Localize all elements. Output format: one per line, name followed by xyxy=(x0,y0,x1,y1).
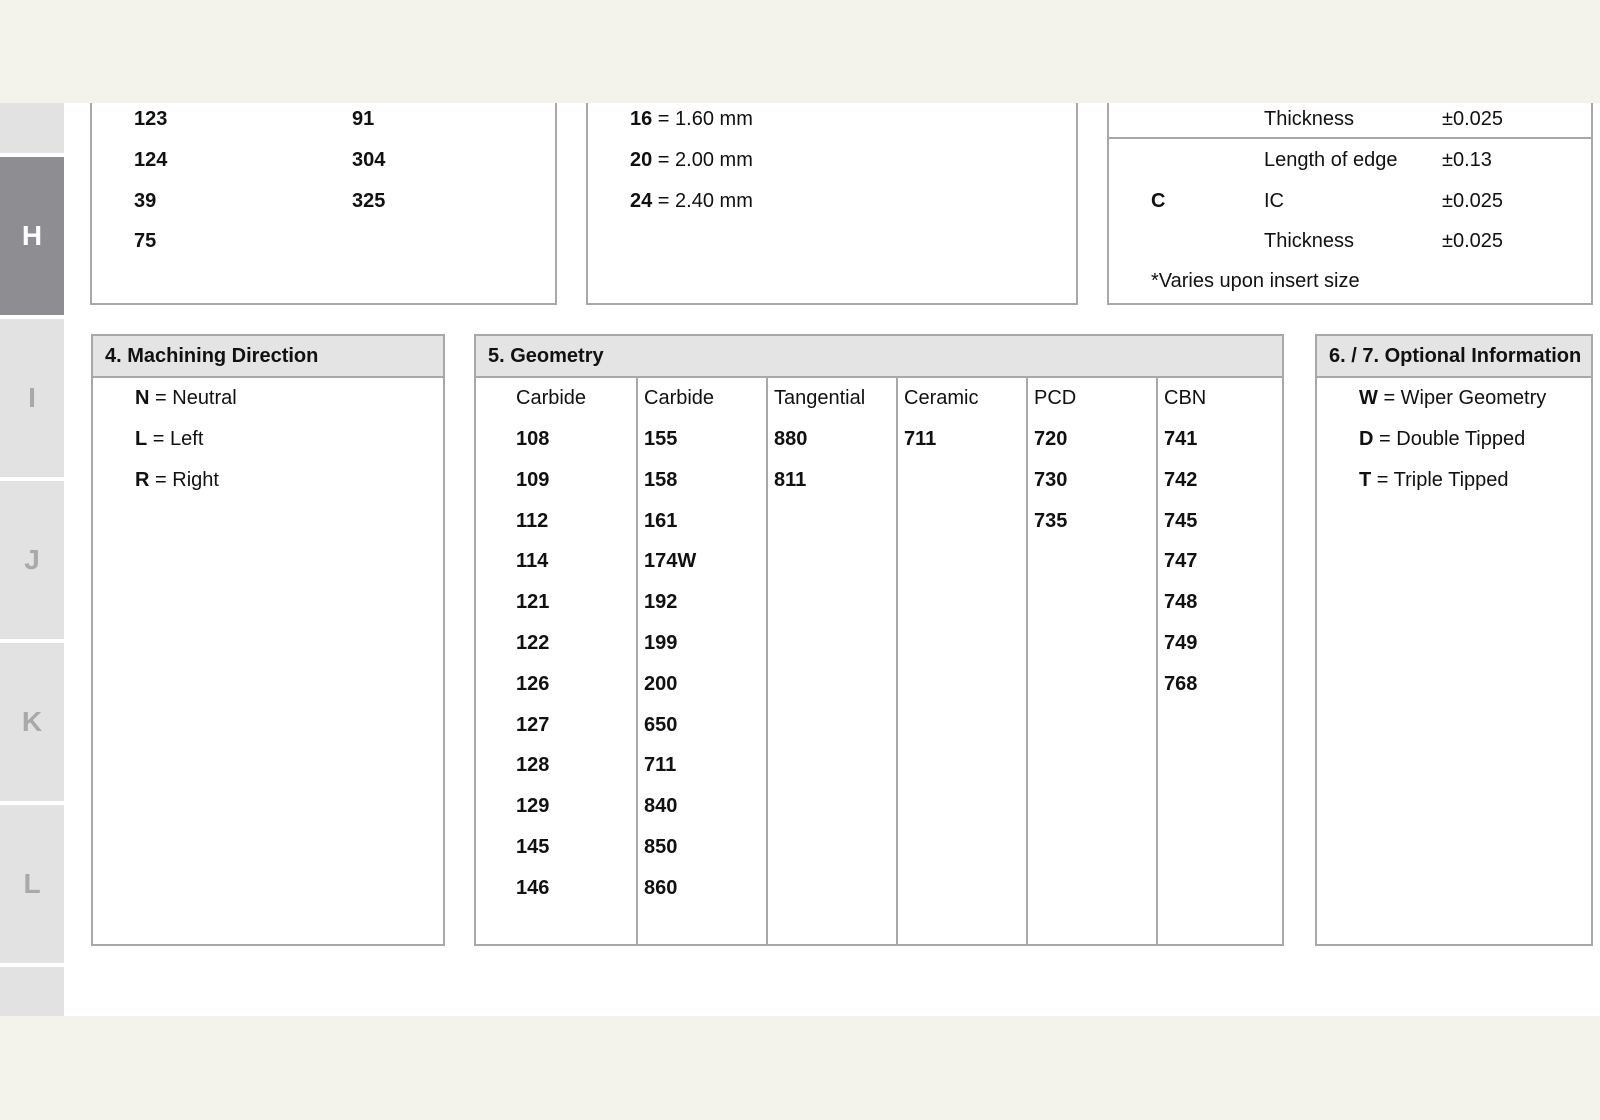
geometry-code: 811 xyxy=(774,468,807,491)
geometry-code: 121 xyxy=(516,591,550,614)
section-title: 4. Machining Direction xyxy=(93,336,443,378)
geometry-code: 711 xyxy=(904,428,937,450)
thickness-row xyxy=(630,189,753,213)
code-value: 91 xyxy=(352,108,375,130)
direction-item xyxy=(135,468,219,492)
direction-text: = Right xyxy=(149,469,219,491)
tolerance-value: ±0.025 xyxy=(1442,190,1504,212)
side-tab-letter: J xyxy=(24,544,40,575)
geometry-column-header: Carbide xyxy=(644,387,715,409)
geometry-code: 155 xyxy=(644,428,678,450)
code-value: 39 xyxy=(134,190,157,212)
geometry-column-header: Ceramic xyxy=(904,387,979,409)
geometry-code: 174W xyxy=(644,550,697,573)
optional-info-box xyxy=(1315,334,1593,946)
geometry-code: 128 xyxy=(516,754,550,777)
section-title: 5. Geometry xyxy=(476,336,1282,378)
side-tab-letter: I xyxy=(28,382,36,413)
side-tab-letter: K xyxy=(21,706,43,737)
geometry-code: 146 xyxy=(516,876,550,899)
geometry-code: 747 xyxy=(1164,550,1198,573)
tolerance-note: *Varies upon insert size xyxy=(1151,270,1360,292)
section-title: 6. / 7. Optional Information xyxy=(1317,336,1591,378)
option-text: = Triple Tipped xyxy=(1371,469,1509,491)
direction-code: R xyxy=(135,469,150,491)
machining-direction-box xyxy=(91,334,445,946)
tolerance-label: Length of edge xyxy=(1264,149,1398,171)
geometry-column-header: Tangential xyxy=(774,387,866,409)
tolerance-value: ±0.025 xyxy=(1442,230,1504,252)
direction-text: = Left xyxy=(147,428,204,450)
geometry-code: 749 xyxy=(1164,632,1198,654)
thickness-codes-box xyxy=(586,103,1078,305)
tolerance-label: IC xyxy=(1264,190,1284,212)
tolerance-box xyxy=(1107,103,1593,305)
row-divider xyxy=(1109,137,1591,139)
radius-codes-box xyxy=(90,103,557,305)
geometry-code: 730 xyxy=(1034,468,1068,491)
tolerance-label: Thickness xyxy=(1264,230,1355,252)
geometry-code: 108 xyxy=(516,428,550,450)
tolerance-value: ±0.025 xyxy=(1442,108,1504,130)
tolerance-class: C xyxy=(1151,190,1166,212)
side-tab-letter: L xyxy=(23,868,41,899)
geometry-code: 122 xyxy=(516,632,550,654)
code-value: 75 xyxy=(134,230,157,252)
side-tabs xyxy=(0,103,64,1016)
geometry-code: 860 xyxy=(644,876,678,899)
geometry-code: 161 xyxy=(644,509,678,532)
side-tab-j[interactable] xyxy=(0,481,64,639)
geometry-code: 850 xyxy=(644,836,678,858)
geometry-code: 199 xyxy=(644,632,678,654)
geometry-code: 126 xyxy=(516,672,550,695)
thickness-value: 2.40 mm xyxy=(675,190,753,212)
catalog-page xyxy=(0,103,1600,1016)
geometry-code: 711 xyxy=(644,754,677,777)
column-divider xyxy=(636,376,638,944)
side-tab-k[interactable] xyxy=(0,643,64,801)
geometry-code: 145 xyxy=(516,836,550,858)
geometry-code: 127 xyxy=(516,713,550,736)
geometry-code: 741 xyxy=(1164,428,1198,450)
geometry-code: 129 xyxy=(516,795,550,818)
code-value: 124 xyxy=(134,149,168,171)
geometry-code: 742 xyxy=(1164,468,1198,491)
geometry-column-header: Carbide xyxy=(516,387,587,409)
option-text: = Wiper Geometry xyxy=(1377,387,1547,409)
thickness-row xyxy=(630,148,753,172)
geometry-code: 192 xyxy=(644,591,678,614)
geometry-code: 109 xyxy=(516,468,550,491)
direction-code: L xyxy=(135,428,148,450)
code-value: 123 xyxy=(134,108,168,130)
geometry-code: 768 xyxy=(1164,672,1198,695)
geometry-code: 200 xyxy=(644,672,678,695)
option-item xyxy=(1359,468,1509,492)
thickness-row xyxy=(630,107,753,131)
thickness-code: 16 xyxy=(630,108,653,130)
direction-item xyxy=(135,427,203,451)
tolerance-value: ±0.13 xyxy=(1442,149,1492,171)
geometry-code: 720 xyxy=(1034,428,1068,450)
geometry-code: 650 xyxy=(644,713,678,736)
side-tab-h[interactable] xyxy=(0,157,64,315)
side-tab-letter: H xyxy=(21,220,43,251)
geometry-column-header: CBN xyxy=(1164,387,1207,409)
thickness-value: 2.00 mm xyxy=(675,149,753,171)
side-tab-i[interactable] xyxy=(0,319,64,477)
geometry-column-header: PCD xyxy=(1034,387,1077,409)
side-tab-top[interactable] xyxy=(0,103,64,153)
geometry-code: 745 xyxy=(1164,509,1198,532)
geometry-code: 114 xyxy=(516,550,549,573)
geometry-code: 748 xyxy=(1164,591,1198,614)
thickness-code: 24 xyxy=(630,190,653,212)
code-value: 304 xyxy=(352,149,386,171)
thickness-value: 1.60 mm xyxy=(675,108,753,130)
geometry-code: 112 xyxy=(516,509,549,532)
geometry-code: 735 xyxy=(1034,509,1068,532)
option-text: = Double Tipped xyxy=(1373,428,1526,450)
equals-sign: = xyxy=(652,108,676,130)
column-divider xyxy=(1156,376,1158,944)
equals-sign: = xyxy=(652,190,676,212)
option-code: D xyxy=(1359,428,1374,450)
direction-text: = Neutral xyxy=(149,387,237,409)
geometry-code: 840 xyxy=(644,795,678,818)
direction-item xyxy=(135,386,237,410)
column-divider xyxy=(896,376,898,944)
option-item xyxy=(1359,386,1546,410)
option-item xyxy=(1359,427,1525,451)
code-value: 325 xyxy=(352,190,386,212)
column-divider xyxy=(766,376,768,944)
side-tab-l[interactable] xyxy=(0,805,64,963)
geometry-box xyxy=(474,334,1284,946)
side-tab-bottom[interactable] xyxy=(0,967,64,1016)
thickness-code: 20 xyxy=(630,149,653,171)
direction-code: N xyxy=(135,387,150,409)
geometry-code: 158 xyxy=(644,468,678,491)
tolerance-label: Thickness xyxy=(1264,108,1355,130)
option-code: T xyxy=(1359,469,1372,491)
geometry-code: 880 xyxy=(774,428,808,450)
equals-sign: = xyxy=(652,149,676,171)
option-code: W xyxy=(1359,387,1378,409)
column-divider xyxy=(1026,376,1028,944)
